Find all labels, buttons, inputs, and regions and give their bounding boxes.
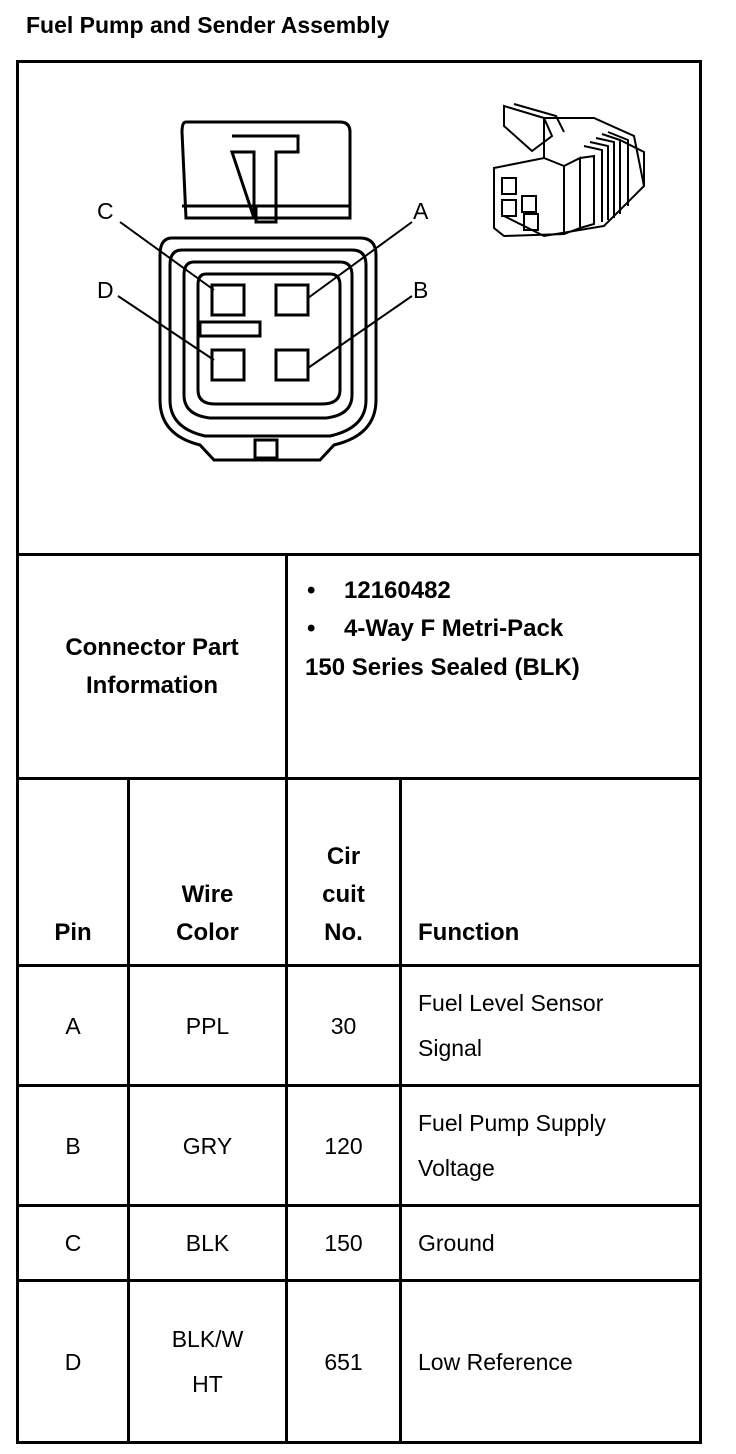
table-row-b-pin: B xyxy=(65,1132,81,1159)
table-row-c-function: Ground xyxy=(418,1230,495,1256)
header-wire-color: Wire Color xyxy=(176,881,239,946)
table-row-c-pin: C xyxy=(64,1230,82,1256)
bullet-description: • xyxy=(307,615,316,642)
table-row-d-wire: BLK/W HT xyxy=(171,1325,244,1397)
table-row-b-function: Fuel Pump Supply Voltage xyxy=(418,1109,606,1181)
table-row-a-wire: PPL xyxy=(185,1012,230,1039)
table-row-b-wire: GRY xyxy=(182,1132,233,1159)
header-function: Function xyxy=(418,919,520,946)
pin-label-d: D xyxy=(97,277,114,303)
connector-info-label xyxy=(19,556,285,777)
page-title: Fuel Pump and Sender Assembly xyxy=(26,12,390,38)
divider-col-function xyxy=(399,777,402,1444)
table-row-a-circuit: 30 xyxy=(330,1012,357,1039)
table-row-d-function: Low Reference xyxy=(418,1348,573,1375)
bullet-part-number: • xyxy=(307,577,316,604)
connector-label-line2: Information xyxy=(86,671,218,699)
table-row-a-pin: A xyxy=(65,1012,81,1039)
connector-3d-view xyxy=(484,96,654,246)
pin-label-a: A xyxy=(413,198,429,224)
connector-face-diagram xyxy=(90,110,450,470)
header-circuit-no: Cir cuit No. xyxy=(322,843,365,946)
connector-description-line2: 150 Series Sealed (BLK) xyxy=(305,654,580,681)
table-row-d-pin: D xyxy=(64,1348,82,1375)
header-pin: Pin xyxy=(54,919,92,946)
table-row-d-circuit: 651 xyxy=(324,1348,363,1375)
pin-label-b: B xyxy=(413,277,429,303)
table-row-b-circuit: 120 xyxy=(324,1132,363,1159)
table-row-c-wire: BLK xyxy=(185,1230,230,1256)
pin-label-c: C xyxy=(97,198,114,224)
table-row-a-function: Fuel Level Sensor Signal xyxy=(418,989,604,1061)
connector-part-number: 12160482 xyxy=(344,577,451,604)
connector-description-line1: 4-Way F Metri-Pack xyxy=(344,615,564,642)
table-row-c-circuit: 150 xyxy=(324,1230,363,1256)
connector-label-line1: Connector Part xyxy=(65,633,239,661)
divider-row-d xyxy=(16,1441,702,1444)
